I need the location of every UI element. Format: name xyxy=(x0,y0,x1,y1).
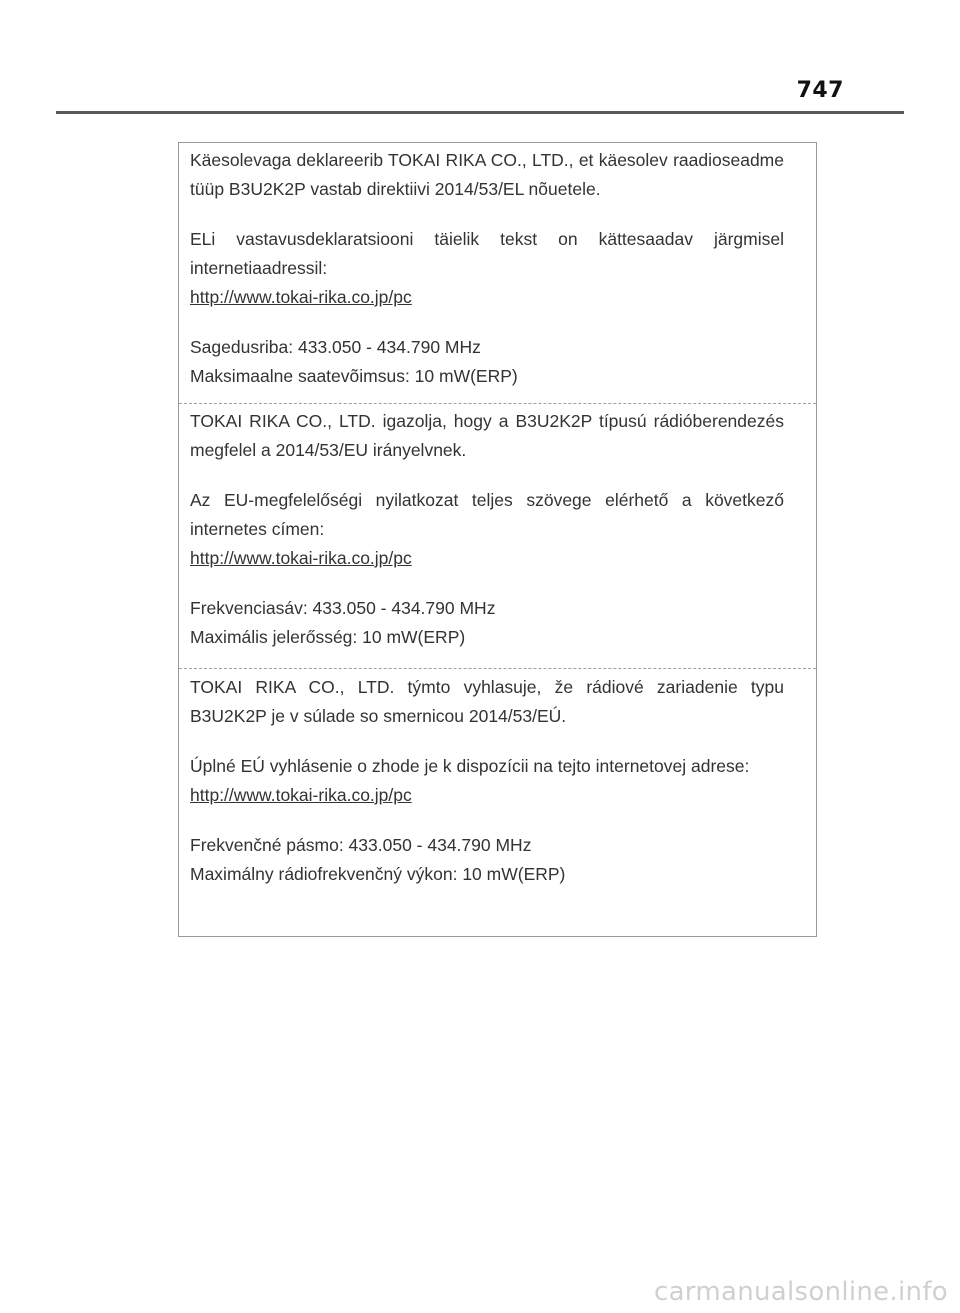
technical-specs xyxy=(190,333,784,391)
max-power: Maksimaalne saatevõimsus: 10 mW(ERP) xyxy=(190,366,518,386)
declaration-text: TOKAI RIKA CO., LTD. igazolja, hogy a B3U2K2P típusú rádióberendezés megfelel a 2014/53/EU irányelvnek. xyxy=(190,411,784,460)
full-text-intro: ELi vastavusdeklaratsiooni täielik tekst on kättesaadav järgmisel internetiaadressil: xyxy=(190,229,784,278)
declaration-url-link[interactable]: http://www.tokai-rika.co.jp/pc xyxy=(190,287,412,307)
site-watermark: carmanualsonline.info xyxy=(653,1277,948,1307)
header-divider xyxy=(56,111,904,114)
declaration-text: TOKAI RIKA CO., LTD. týmto vyhlasuje, že rádiové zariadenie typu B3U2K2P je v súlade so smernicou 2014/53/EÚ. xyxy=(190,677,784,726)
page-number: 747 xyxy=(796,78,844,103)
full-text-intro: Az EU-megfelelőségi nyilatkozat teljes szövege elérhető a következő internetes címen: xyxy=(190,490,784,539)
declaration-section-estonian xyxy=(179,143,816,403)
frequency-band: Frekvenčné pásmo: 433.050 - 434.790 MHz xyxy=(190,835,532,855)
declaration-url-link[interactable]: http://www.tokai-rika.co.jp/pc xyxy=(190,785,412,805)
declaration-box xyxy=(178,142,817,937)
declaration-url-link[interactable]: http://www.tokai-rika.co.jp/pc xyxy=(190,548,412,568)
max-power: Maximális jelerősség: 10 mW(ERP) xyxy=(190,627,466,647)
declaration-section-slovak xyxy=(179,668,816,936)
technical-specs xyxy=(190,594,784,652)
frequency-band: Frekvenciasáv: 433.050 - 434.790 MHz xyxy=(190,598,496,618)
technical-specs xyxy=(190,831,784,889)
frequency-band: Sagedusriba: 433.050 - 434.790 MHz xyxy=(190,337,481,357)
full-text-intro: Úplné EÚ vyhlásenie o zhode je k dispozícii na tejto internetovej adrese: xyxy=(190,756,750,776)
declaration-section-hungarian xyxy=(179,403,816,668)
max-power: Maximálny rádiofrekvenčný výkon: 10 mW(ERP) xyxy=(190,864,566,884)
declaration-text: Käesolevaga deklareerib TOKAI RIKA CO., LTD., et käesolev raadioseadme tüüp B3U2K2P vastab direktiivi 2014/53/EL nõuetele. xyxy=(190,150,784,199)
